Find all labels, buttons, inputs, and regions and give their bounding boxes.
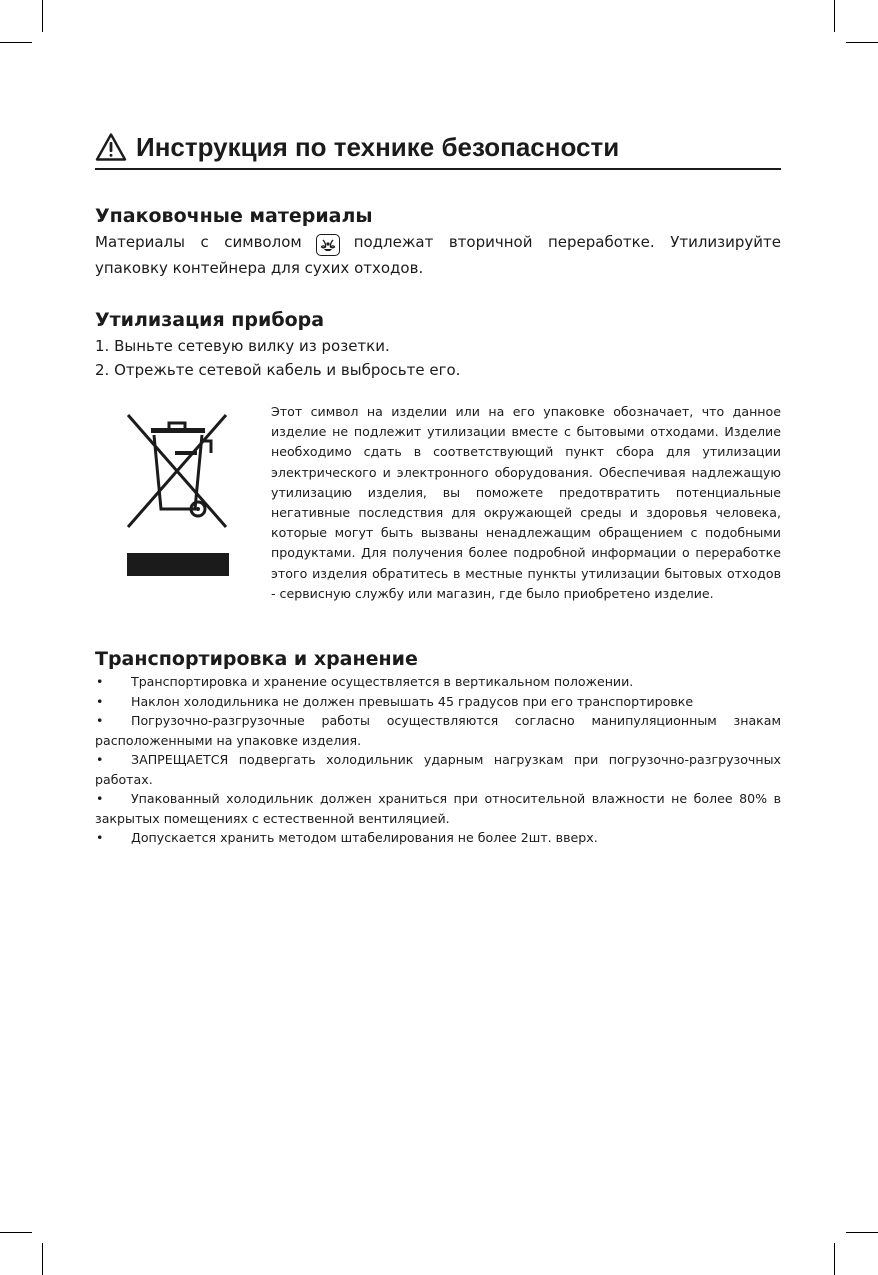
warning-triangle-icon <box>95 132 127 162</box>
page-title-text: Инструкция по технике безопасности <box>136 132 620 162</box>
crop-mark <box>42 1243 43 1275</box>
bullet: • <box>96 791 104 806</box>
crop-mark <box>42 0 43 32</box>
recycle-symbol-icon <box>316 234 340 256</box>
transport-list <box>95 672 781 848</box>
bullet: • <box>96 830 104 845</box>
packaging-heading: Упаковочные материалы <box>95 205 373 227</box>
weee-description: Этот символ на изделии или на его упаковке обозначает, что данное изделие не подлежит утилизации вместе с бытовыми отходами. Изделие необходимо сдать в соответствующий пункт сбора для утилизации электрического и электронного оборудования. Обеспечивая надлежащую утилизацию изделия, вы поможете предотвратить потенциальные негативные последствия для окружающей среды и здоровья человека, которые могут быть вызваны ненадлежащим обращением с подобными продуктами. Для получения более подробной информации о переработке этого изделия обратитесь в местные пункты утилизации бытовых отходов - сервисную службу или магазин, где было приобретено изделие. <box>271 404 781 601</box>
list-item: • Наклон холодильника не должен превышать 45 градусов при его транспортировке <box>95 692 781 712</box>
list-item: • Транспортировка и хранение осуществляется в вертикальном положении. <box>95 672 781 692</box>
crop-mark <box>846 42 878 43</box>
bullet: • <box>96 693 104 709</box>
title-divider <box>95 168 781 170</box>
crop-mark <box>0 1232 32 1233</box>
transport-heading: Транспортировка и хранение <box>95 648 418 670</box>
disposal-step: 1. Выньте сетевую вилку из розетки. <box>95 337 390 355</box>
disposal-heading: Утилизация прибора <box>95 309 325 331</box>
crossed-out-wheelie-bin-icon <box>122 405 232 577</box>
list-item: • ЗАПРЕЩАЕТСЯ подвергать холодильник ударным нагрузкам при погрузочно-разгрузочных работах. <box>95 752 781 787</box>
crop-mark <box>834 1243 835 1275</box>
packaging-text <box>95 230 781 280</box>
crop-mark <box>846 1232 878 1233</box>
packaging-text-after: подлежат вторичной переработке. Утилизируйте упаковку контейнера для сухих отходов. <box>95 233 781 277</box>
list-item: • Упакованный холодильник должен храниться при относительной влажности не более 80% в закрытых помещениях с естественной вентиляцией. <box>95 791 781 826</box>
list-item: • Погрузочно-разгрузочные работы осуществляются согласно манипуляционным знакам расположенными на упаковке изделия. <box>95 713 781 748</box>
page-title <box>95 129 781 165</box>
packaging-text-before: Материалы с символом <box>95 233 302 251</box>
bullet: • <box>96 713 104 728</box>
weee-black-bar <box>127 553 229 576</box>
bullet: • <box>96 752 104 767</box>
crop-mark <box>0 42 32 43</box>
bullet: • <box>96 674 104 689</box>
disposal-step: 2. Отрежьте сетевой кабель и выбросьте его. <box>95 361 461 379</box>
crop-mark <box>834 0 835 32</box>
list-item: • Допускается хранить методом штабелирования не более 2шт. вверх. <box>95 828 781 848</box>
